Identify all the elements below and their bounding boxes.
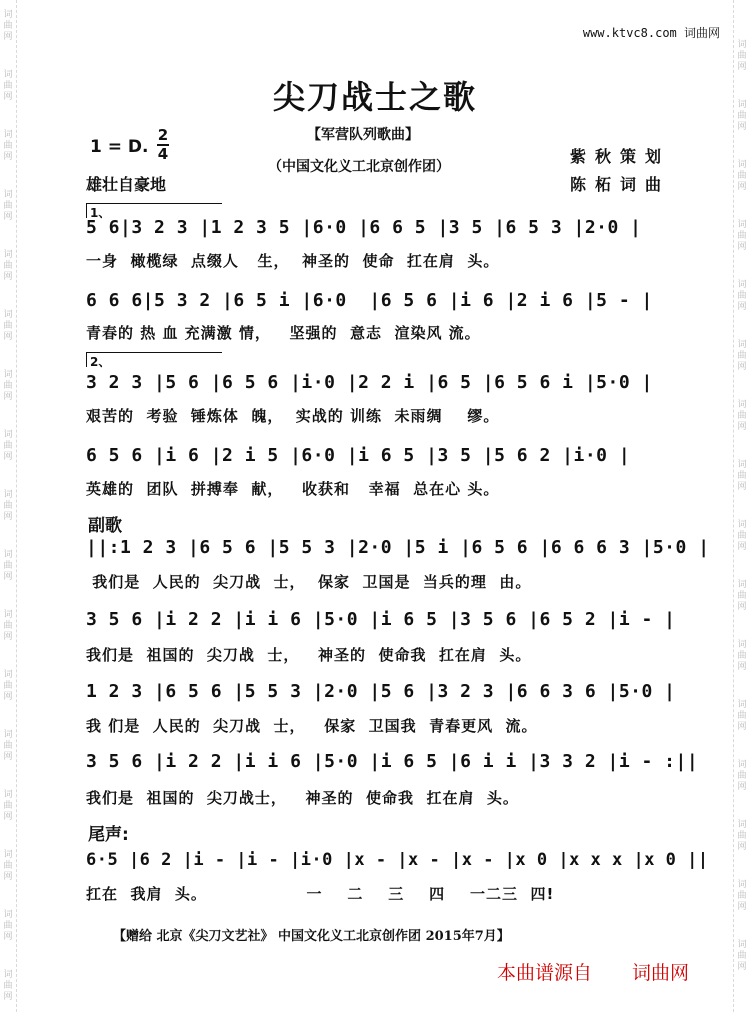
lyrics-line-6: 我们是 祖国的 尖刀战 士， 神圣的 使命我 扛在肩 头。 (86, 646, 532, 664)
watermark-mark: 词 曲 网 (737, 280, 747, 312)
notation-line-6: 3 5 6 |i 2 2 |i i 6 |5·0 |i 6 5 |3 5 6 |6 5 2 |i - | (86, 609, 676, 630)
watermark-mark: 词 曲 网 (737, 460, 747, 492)
notation-line-4: 6 5 6 |i 6 |2 i 5 |6·0 |i 6 5 |3 5 |5 6 2 |i·0 | (86, 445, 631, 466)
time-signature (157, 128, 169, 162)
right-watermark-strip (733, 0, 750, 1012)
notation-line-1: 5 6|3 2 3 |1 2 3 5 |6·0 |6 6 5 |3 5 |6 5 3 |2·0 | (86, 217, 642, 238)
source-note: 本曲谱源自 (497, 962, 593, 984)
watermark-mark: 词 曲 网 (3, 10, 13, 42)
watermark-mark: 词 曲 网 (3, 910, 13, 942)
watermark-mark: 词 曲 网 (3, 550, 13, 582)
watermark-mark: 词 曲 网 (737, 340, 747, 372)
notation-line-8: 3 5 6 |i 2 2 |i i 6 |5·0 |i 6 5 |6 i i |3 3 2 |i - :|| (86, 751, 699, 772)
notation-line-2: 6 6 6|5 3 2 |6 5 i |6·0 |6 5 6 |i 6 |2 i 6 |5 - | (86, 290, 653, 311)
song-organization: （中国文化义工北京创作团） (268, 159, 450, 175)
time-numerator: 2 (157, 126, 169, 144)
notation-line-3: 3 2 3 |5 6 |6 5 6 |i·0 |2 2 i |6 5 |6 5 6 i |5·0 | (86, 372, 653, 393)
watermark-mark: 词 曲 网 (3, 70, 13, 102)
watermark-mark: 词 曲 网 (737, 640, 747, 672)
watermark-mark: 词 曲 网 (3, 670, 13, 702)
notation-line-7: 1 2 3 |6 5 6 |5 5 3 |2·0 |5 6 |3 2 3 |6 6 3 6 |5·0 | (86, 681, 676, 702)
credit-writer: 陈柘词曲 (570, 175, 671, 194)
watermark-mark: 词 曲 网 (737, 940, 747, 972)
watermark-mark: 词 曲 网 (737, 40, 747, 72)
watermark-mark: 词 曲 网 (3, 130, 13, 162)
lyrics-line-3: 艰苦的 考验 锤炼体 魄， 实战的 训练 未雨绸 缪。 (86, 407, 500, 425)
lyrics-line-5: 我们是 人民的 尖刀战 士， 保家 卫国是 当兵的理 由。 (86, 573, 532, 591)
lyrics-line-8: 我们是 祖国的 尖刀战士， 神圣的 使命我 扛在肩 头。 (86, 789, 519, 807)
site-url[interactable]: www.ktvc8.com 词曲网 (582, 26, 720, 40)
key-signature: 1 = D. (90, 137, 149, 157)
tempo-marking: 雄壮自豪地 (86, 175, 167, 194)
song-title: 尖刀战士之歌 (272, 78, 477, 116)
second-ending-label: 2、 (90, 355, 111, 369)
credit-planner: 紫秋策划 (570, 147, 671, 166)
watermark-mark: 词 曲 网 (737, 100, 747, 132)
lyrics-line-2: 青春的 热 血 充满激 情， 坚强的 意志 渲染风 流。 (86, 324, 481, 342)
watermark-mark: 词 曲 网 (3, 730, 13, 762)
watermark-mark: 词 曲 网 (737, 880, 747, 912)
watermark-mark: 词 曲 网 (3, 190, 13, 222)
dedication-footer: 【赠给 北京《尖刀文艺社》 中国文化义工北京创作团 2015年7月】 (113, 929, 510, 944)
watermark-mark: 词 曲 网 (737, 760, 747, 792)
watermark-mark: 词 曲 网 (737, 580, 747, 612)
lyrics-line-7: 我 们是 人民的 尖刀战 士， 保家 卫国我 青春更风 流。 (86, 717, 538, 735)
lyrics-line-9: 扛在 我肩 头。 一 二 三 四 一二三 四! (86, 885, 555, 903)
coda-label: 尾声: (88, 825, 129, 845)
source-site-link[interactable]: 词曲网 (632, 962, 690, 984)
watermark-mark: 词 曲 网 (3, 310, 13, 342)
watermark-mark: 词 曲 网 (3, 970, 13, 1002)
first-ending-label: 1、 (90, 206, 111, 220)
watermark-mark: 词 曲 网 (737, 160, 747, 192)
chorus-label: 副歌 (88, 516, 122, 536)
watermark-mark: 词 曲 网 (3, 430, 13, 462)
watermark-mark: 词 曲 网 (737, 520, 747, 552)
watermark-mark: 词 曲 网 (3, 250, 13, 282)
watermark-mark: 词 曲 网 (3, 850, 13, 882)
watermark-mark: 词 曲 网 (737, 700, 747, 732)
song-genre: 【军营队列歌曲】 (307, 127, 419, 143)
watermark-mark: 词 曲 网 (737, 220, 747, 252)
watermark-mark: 词 曲 网 (3, 490, 13, 522)
time-denominator: 4 (157, 145, 169, 163)
watermark-mark: 词 曲 网 (737, 820, 747, 852)
notation-line-5: ||:1 2 3 |6 5 6 |5 5 3 |2·0 |5 i |6 5 6 |6 6 6 3 |5·0 | (86, 537, 710, 558)
lyrics-line-4: 英雄的 团队 拼搏奉 献， 收获和 幸福 总在心 头。 (86, 480, 500, 498)
watermark-mark: 词 曲 网 (3, 370, 13, 402)
left-watermark-strip (0, 0, 17, 1012)
notation-line-9: 6·5 |6 2 |i - |i - |i·0 |x - |x - |x - |x 0 |x x x |x 0 || (86, 850, 709, 870)
watermark-mark: 词 曲 网 (737, 400, 747, 432)
watermark-mark: 词 曲 网 (3, 610, 13, 642)
lyrics-line-1: 一身 橄榄绿 点缀人 生， 神圣的 使命 扛在肩 头。 (86, 252, 500, 270)
watermark-mark: 词 曲 网 (3, 790, 13, 822)
